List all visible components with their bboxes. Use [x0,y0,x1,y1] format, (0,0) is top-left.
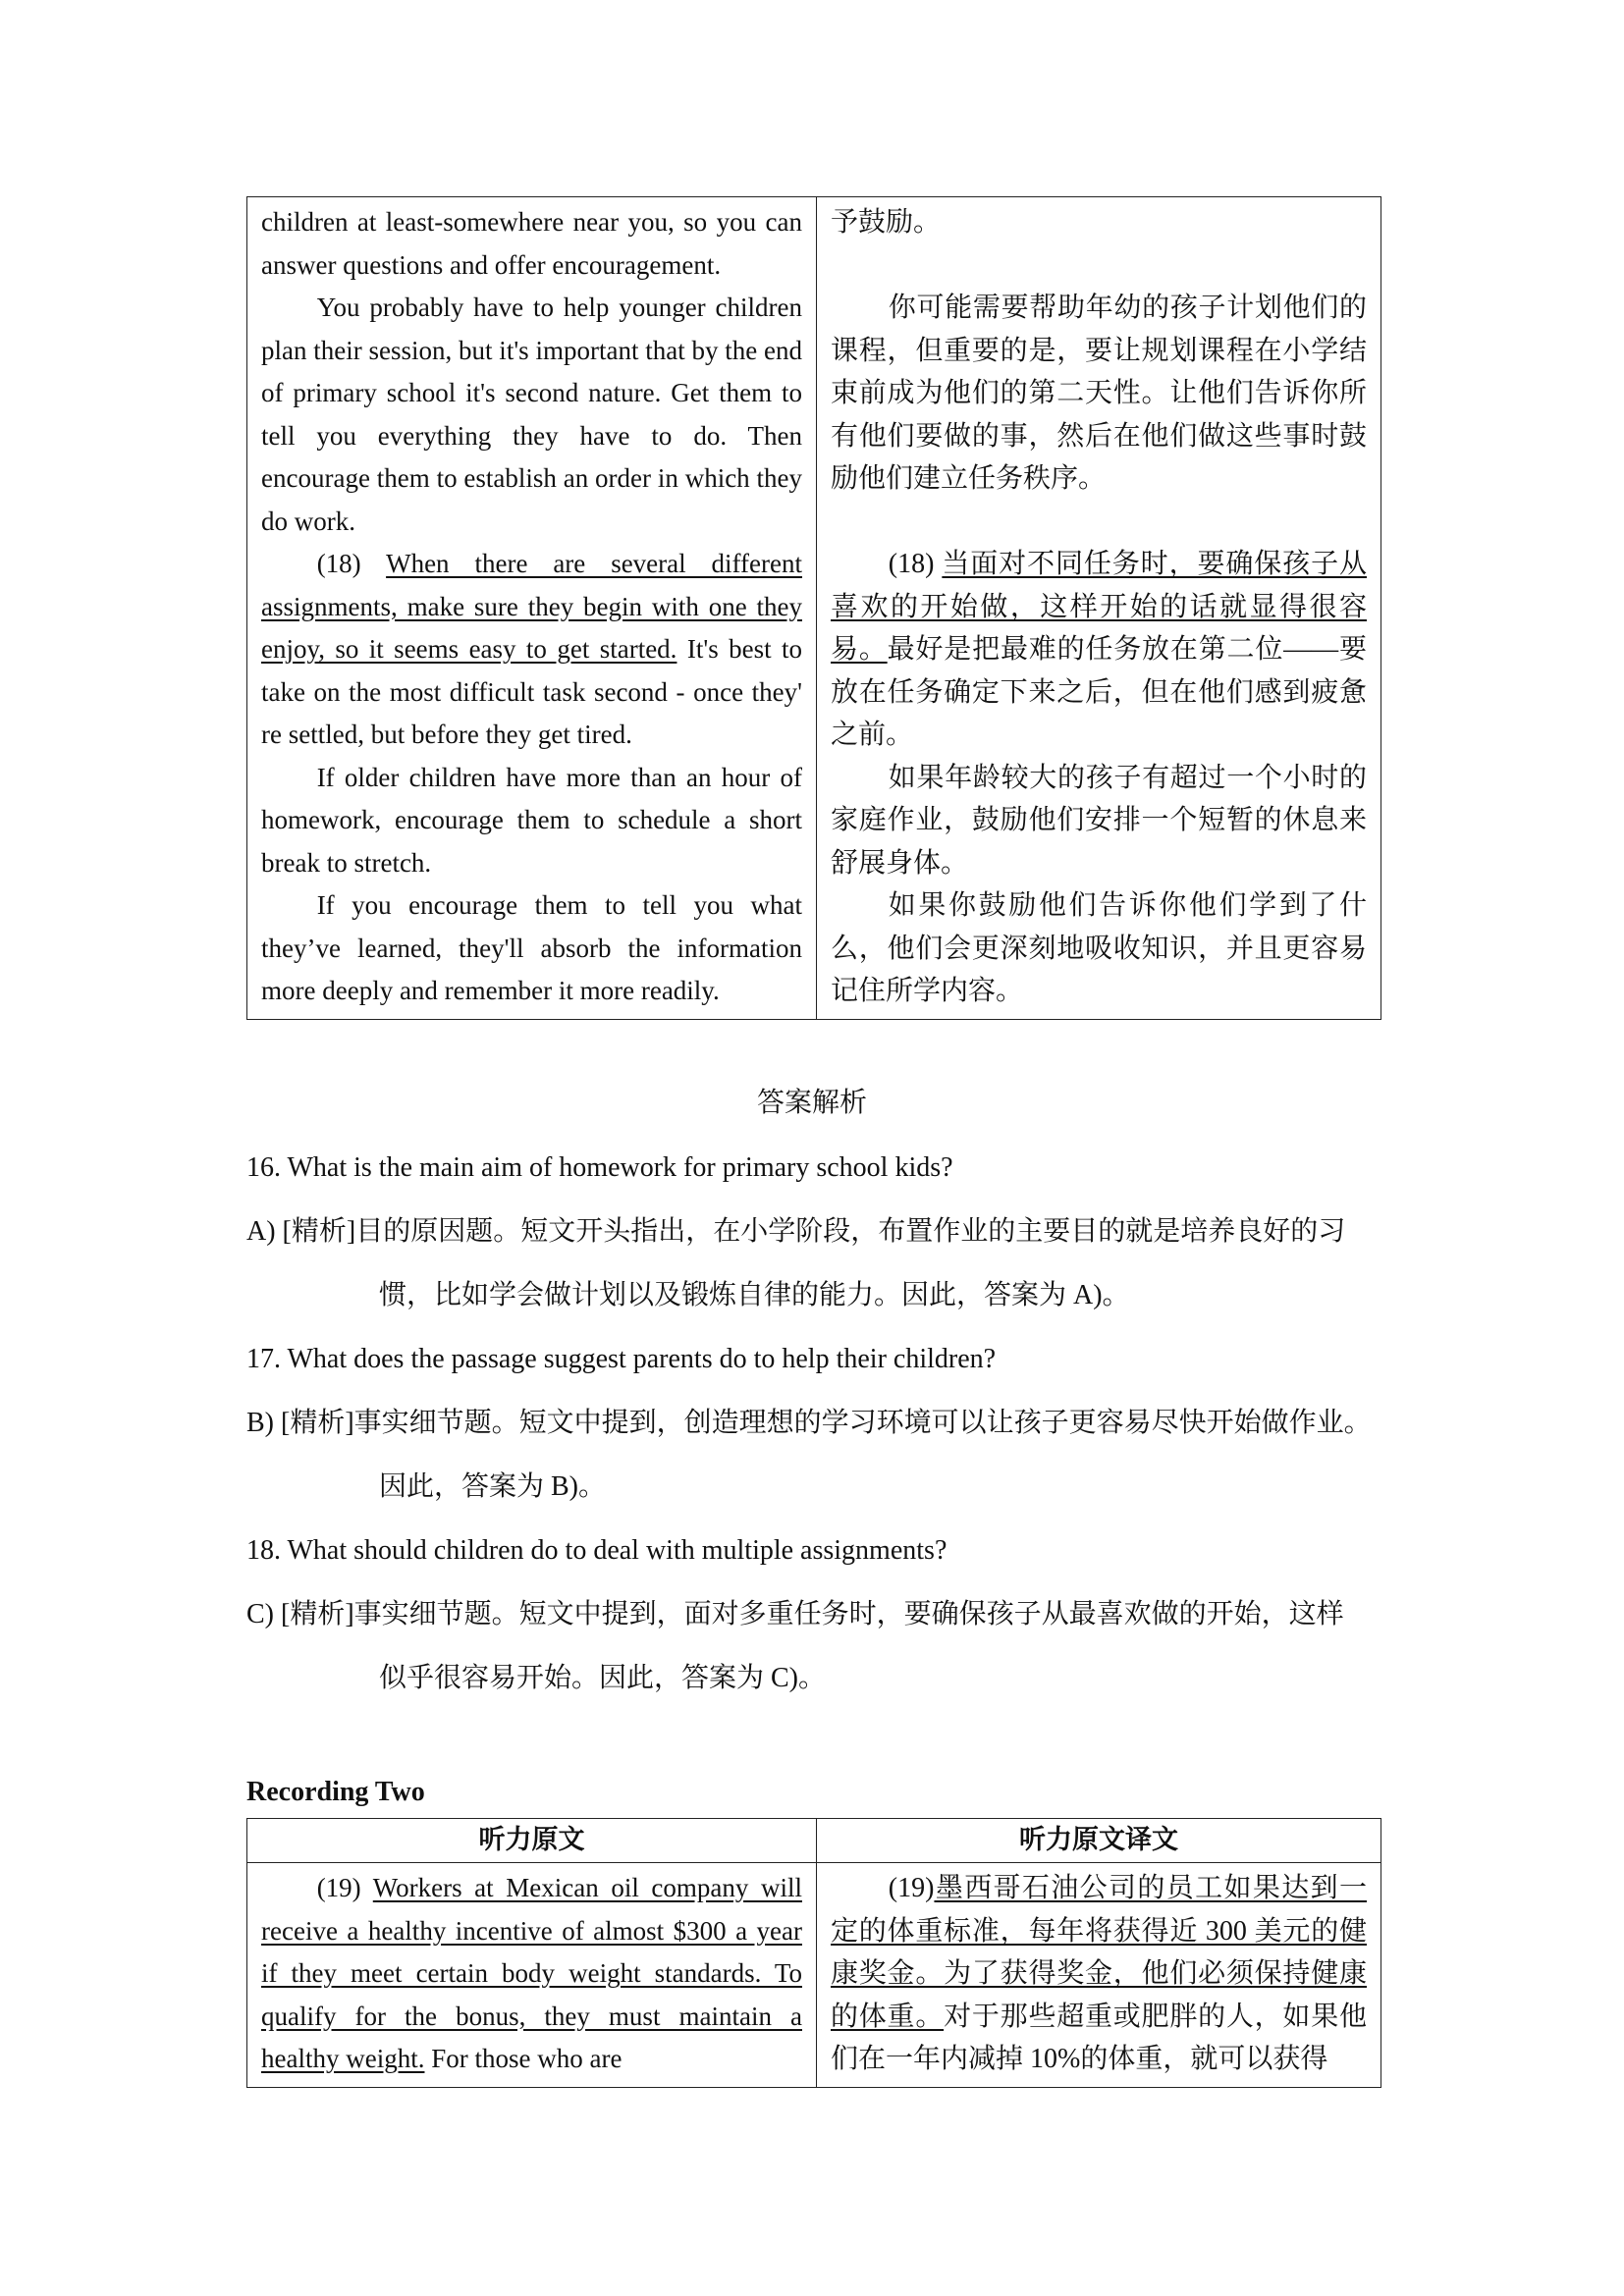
underlined-answer-sentence: 当面对不同任务时，要确保孩子从喜欢的开始做，这样开始的话就显得很容易。 [831,549,1367,665]
column-header-original: 听力原文 [247,1819,817,1863]
question-17-block [246,1338,1380,1529]
underlined-answer-sentence: 墨西哥石油公司的员工如果达到一定的体重标准，每年将获得近 300 美元的健康奖金。为了获得奖金，他们必须保持健康的体重。 [831,1873,1367,2032]
answer-18-line-1: C) [精析]事实细节题。短文中提到，面对多重任务时，要确保孩子从最喜欢做的开始，这样 [246,1599,1344,1629]
answer-16-line-1: A) [精析]目的原因题。短文开头指出，在小学阶段，布置作业的主要目的就是培养良好的习 [246,1216,1346,1247]
english-paragraph-2: You probably have to help younger children plan their session, but it's important that by the end of primary school it's second nature. Get them to tell you everything they have to do. Then encourage them to establish an order in which they do work. [261,293,802,536]
spacer [831,501,1367,544]
chinese-column [817,1863,1381,2088]
english-paragraph-1: children at least-somewhere near you, so you can answer questions and offer encouragement. [261,207,802,280]
chinese-paragraph-19 [831,1867,1367,2081]
paragraph-rest: For those who are [424,2044,623,2073]
underlined-answer-sentence: When there are several different assignments, make sure they begin with one they enjoy, so it seems easy to get started. [261,549,803,664]
paragraph-number: (18) [316,549,387,578]
recording-two-heading: Recording Two [246,1777,425,1807]
paragraph-rest: It's best to take on the most difficult task second - once they' re settled, but before they get tired. [261,634,802,749]
paragraph-number: (18) [888,549,943,579]
paragraph-rest: 对于那些超重或肥胖的人，如果他们在一年内减掉 10%的体重，就可以获得 [831,2001,1367,2074]
answer-17-line-1: B) [精析]事实细节题。短文中提到，创造理想的学习环境可以让孩子更容易尽快开始做作业。 [246,1408,1372,1438]
chinese-paragraph-2: 你可能需要帮助年幼的孩子计划他们的课程，但重要的是，要让规划课程在小学结束前成为他们的第二天性。让他们告诉你所有他们要做的事，然后在他们做这些事时鼓励他们建立任务秩序。 [831,293,1367,494]
paragraph-number: (19) [316,1873,373,1902]
chinese-paragraph-4: 如果年龄较大的孩子有超过一个小时的家庭作业，鼓励他们安排一个短暂的休息来舒展身体。 [831,762,1367,879]
spacer [831,244,1367,288]
english-column [247,197,817,1020]
table-row [247,1863,1381,2088]
question-18-block [246,1529,1380,1721]
question-17: 17. What does the passage suggest parents do to help their children? [246,1344,997,1374]
column-header-translation: 听力原文译文 [817,1819,1381,1863]
english-paragraph-4: If older children have more than an hour of homework, encourage them to schedule a short break to stretch. [261,762,802,878]
table-row [247,197,1381,1020]
english-column [247,1863,817,2088]
table-header-row [247,1819,1381,1863]
underlined-answer-sentence: Workers at Mexican oil company will receive a healthy incentive of almost $300 a year if they meet certain body weight standards. To qualify for the bonus, they must maintain a healthy weight. [261,1873,802,2073]
question-16-block [246,1147,1380,1338]
answer-17-line-2: 因此，答案为 B)。 [379,1471,607,1502]
paragraph-rest: 最好是把最难的任务放在第二位——要放在任务确定下来之后，但在他们感到疲惫之前。 [831,634,1367,750]
answer-18-line-2: 似乎很容易开始。因此，答案为 C)。 [379,1663,827,1693]
bilingual-table-recording-one [246,196,1381,1020]
answer-16-line-2: 惯，比如学会做计划以及锻炼自律的能力。因此，答案为 A)。 [379,1280,1130,1310]
english-paragraph-19 [261,1867,802,2081]
chinese-paragraph-3 [831,543,1367,757]
english-paragraph-3 [261,543,802,757]
question-18: 18. What should children do to deal with multiple assignments? [246,1535,947,1566]
question-16: 16. What is the main aim of homework for primary school kids? [246,1152,953,1183]
bilingual-table-recording-two [246,1818,1381,2088]
paragraph-number: (19) [888,1873,935,1903]
chinese-column [817,197,1381,1020]
english-paragraph-5: If you encourage them to tell you what they’ve learned, they'll absorb the information more deeply and remember it more readily. [261,890,802,1005]
chinese-paragraph-1: 予鼓励。 [831,207,942,238]
chinese-paragraph-5: 如果你鼓励他们告诉你他们学到了什么，他们会更深刻地吸收知识，并且更容易记住所学内容。 [831,890,1367,1006]
answer-analysis-title: 答案解析 [756,1088,867,1118]
